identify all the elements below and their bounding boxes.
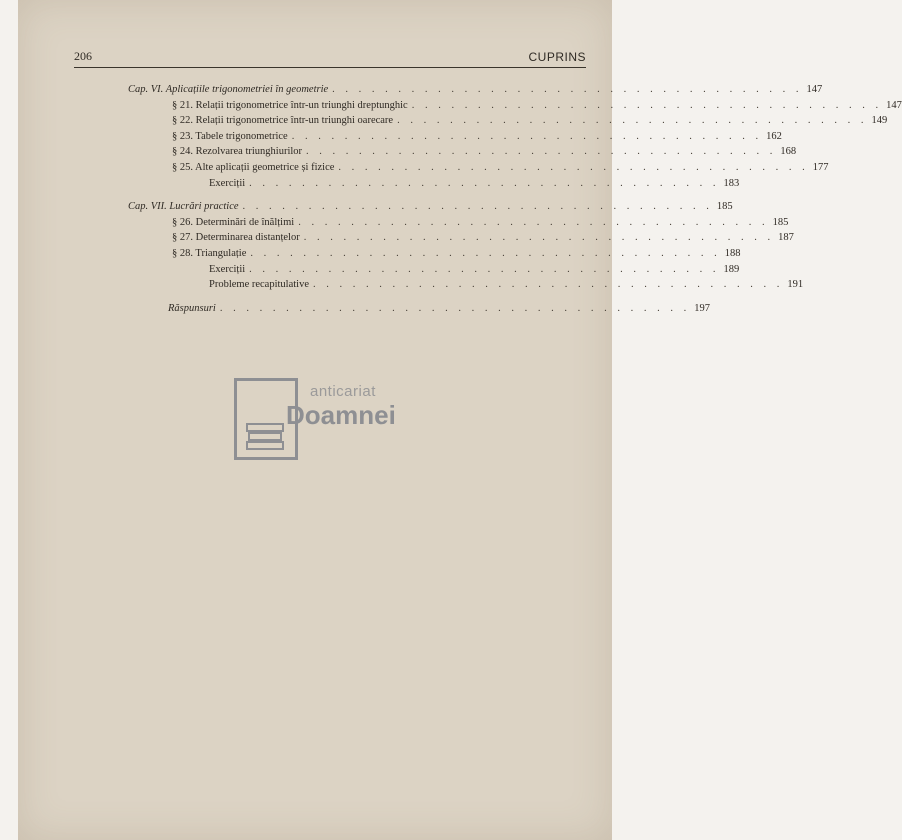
toc-entry-page: 187	[778, 232, 794, 244]
toc-entry-label: § 25. Alte aplicații geometrice și fizice	[172, 161, 335, 173]
toc-entry-label: § 27. Determinarea distanțelor	[172, 232, 300, 244]
toc-entry-label: § 26. Determinări de înălțimi	[172, 216, 295, 228]
toc-entry-page: 189	[723, 263, 740, 275]
toc-entry	[128, 84, 823, 100]
table-of-contents	[128, 84, 902, 318]
toc-entry-page: 147	[806, 84, 823, 95]
watermark-line1: anticariat	[310, 383, 376, 400]
header-rule	[74, 67, 586, 68]
toc-entry	[128, 99, 902, 116]
toc-entry-label: § 21. Relații trigonometrice într-un triunghi dreptunghic	[172, 99, 408, 111]
toc-entry	[128, 130, 782, 147]
toc-entry-page: 185	[716, 201, 733, 213]
toc-entry-page: 177	[812, 161, 829, 173]
toc-entry-page: 147	[886, 99, 902, 111]
watermark-line2: Doamnei	[286, 400, 396, 430]
toc-entry	[128, 263, 740, 280]
book-page	[18, 0, 902, 840]
toc-leader: . . . . . . . . . . . . . . . . . . . . . . . . . . . . . . . . . . . .	[250, 247, 721, 259]
toc-entry-label: § 24. Rezolvarea triunghiurilor	[172, 146, 303, 158]
page-number: 206	[74, 49, 92, 63]
toc-entry-label: Exerciții	[209, 177, 246, 189]
toc-leader: . . . . . . . . . . . . . . . . . . . . . . . . . . . . . . . . . . . .	[397, 115, 868, 127]
toc-leader: . . . . . . . . . . . . . . . . . . . . . . . . . . . . . . . . . . . .	[242, 201, 713, 213]
toc-entry	[128, 201, 733, 217]
toc-entry-page: 191	[787, 279, 804, 291]
toc-leader: . . . . . . . . . . . . . . . . . . . . . . . . . . . . . . . . . . . .	[332, 84, 803, 95]
toc-entry-page: 162	[766, 130, 782, 142]
books-icon	[246, 422, 284, 450]
toc-entry-label: Exerciții	[209, 263, 246, 275]
toc-entry-label: § 22. Relații trigonometrice într-un triunghi oarecare	[172, 115, 394, 127]
toc-leader: . . . . . . . . . . . . . . . . . . . . . . . . . . . . . . . . . . . .	[411, 99, 883, 111]
toc-leader: . . . . . . . . . . . . . . . . . . . . . . . . . . . . . . . . . . . .	[298, 216, 769, 228]
toc-entry	[128, 279, 804, 295]
watermark-logo	[234, 378, 414, 460]
toc-entry	[128, 146, 797, 162]
toc-leader: . . . . . . . . . . . . . . . . . . . . . . . . . . . . . . . . . . . .	[303, 232, 775, 244]
running-title: CUPRINS	[528, 50, 586, 64]
toc-entry-page: 185	[772, 216, 789, 228]
toc-entry	[128, 177, 740, 194]
toc-entry-page: 188	[724, 247, 741, 259]
toc-leader: . . . . . . . . . . . . . . . . . . . . . . . . . . . . . . . . . . . .	[249, 177, 720, 189]
toc-entry	[128, 232, 794, 248]
toc-entry-label: Probleme recapitulative	[209, 279, 310, 291]
toc-leader: . . . . . . . . . . . . . . . . . . . . . . . . . . . . . . . . . . . .	[306, 146, 777, 158]
toc-leader: . . . . . . . . . . . . . . . . . . . . . . . . . . . . . . . . . . . .	[291, 130, 763, 142]
toc-entry-label: § 23. Tabele trigonometrice	[172, 130, 288, 142]
toc-leader: . . . . . . . . . . . . . . . . . . . . . . . . . . . . . . . . . . . .	[249, 263, 720, 275]
toc-leader: . . . . . . . . . . . . . . . . . . . . . . . . . . . . . . . . . . . .	[313, 279, 784, 291]
toc-entry-page: 183	[723, 177, 740, 189]
toc-entry-label: Răspunsuri	[168, 302, 216, 314]
toc-entry-page: 197	[694, 302, 710, 314]
toc-entry-label: § 28. Triangulație	[172, 247, 247, 259]
toc-entry	[128, 161, 829, 178]
toc-entry-label: Cap. VII. Lucrări practice	[128, 201, 239, 213]
toc-entry	[128, 302, 710, 319]
toc-entry-label: Cap. VI. Aplicațiile trigonometriei în geometrie	[128, 84, 329, 95]
toc-entry	[128, 115, 888, 131]
toc-entry-page: 149	[871, 115, 888, 127]
toc-entry	[128, 216, 789, 233]
toc-entry	[128, 247, 741, 264]
toc-entry-page: 168	[780, 146, 797, 158]
toc-leader: . . . . . . . . . . . . . . . . . . . . . . . . . . . . . . . . . . . .	[338, 161, 809, 173]
toc-leader: . . . . . . . . . . . . . . . . . . . . . . . . . . . . . . . . . . . .	[219, 302, 691, 314]
